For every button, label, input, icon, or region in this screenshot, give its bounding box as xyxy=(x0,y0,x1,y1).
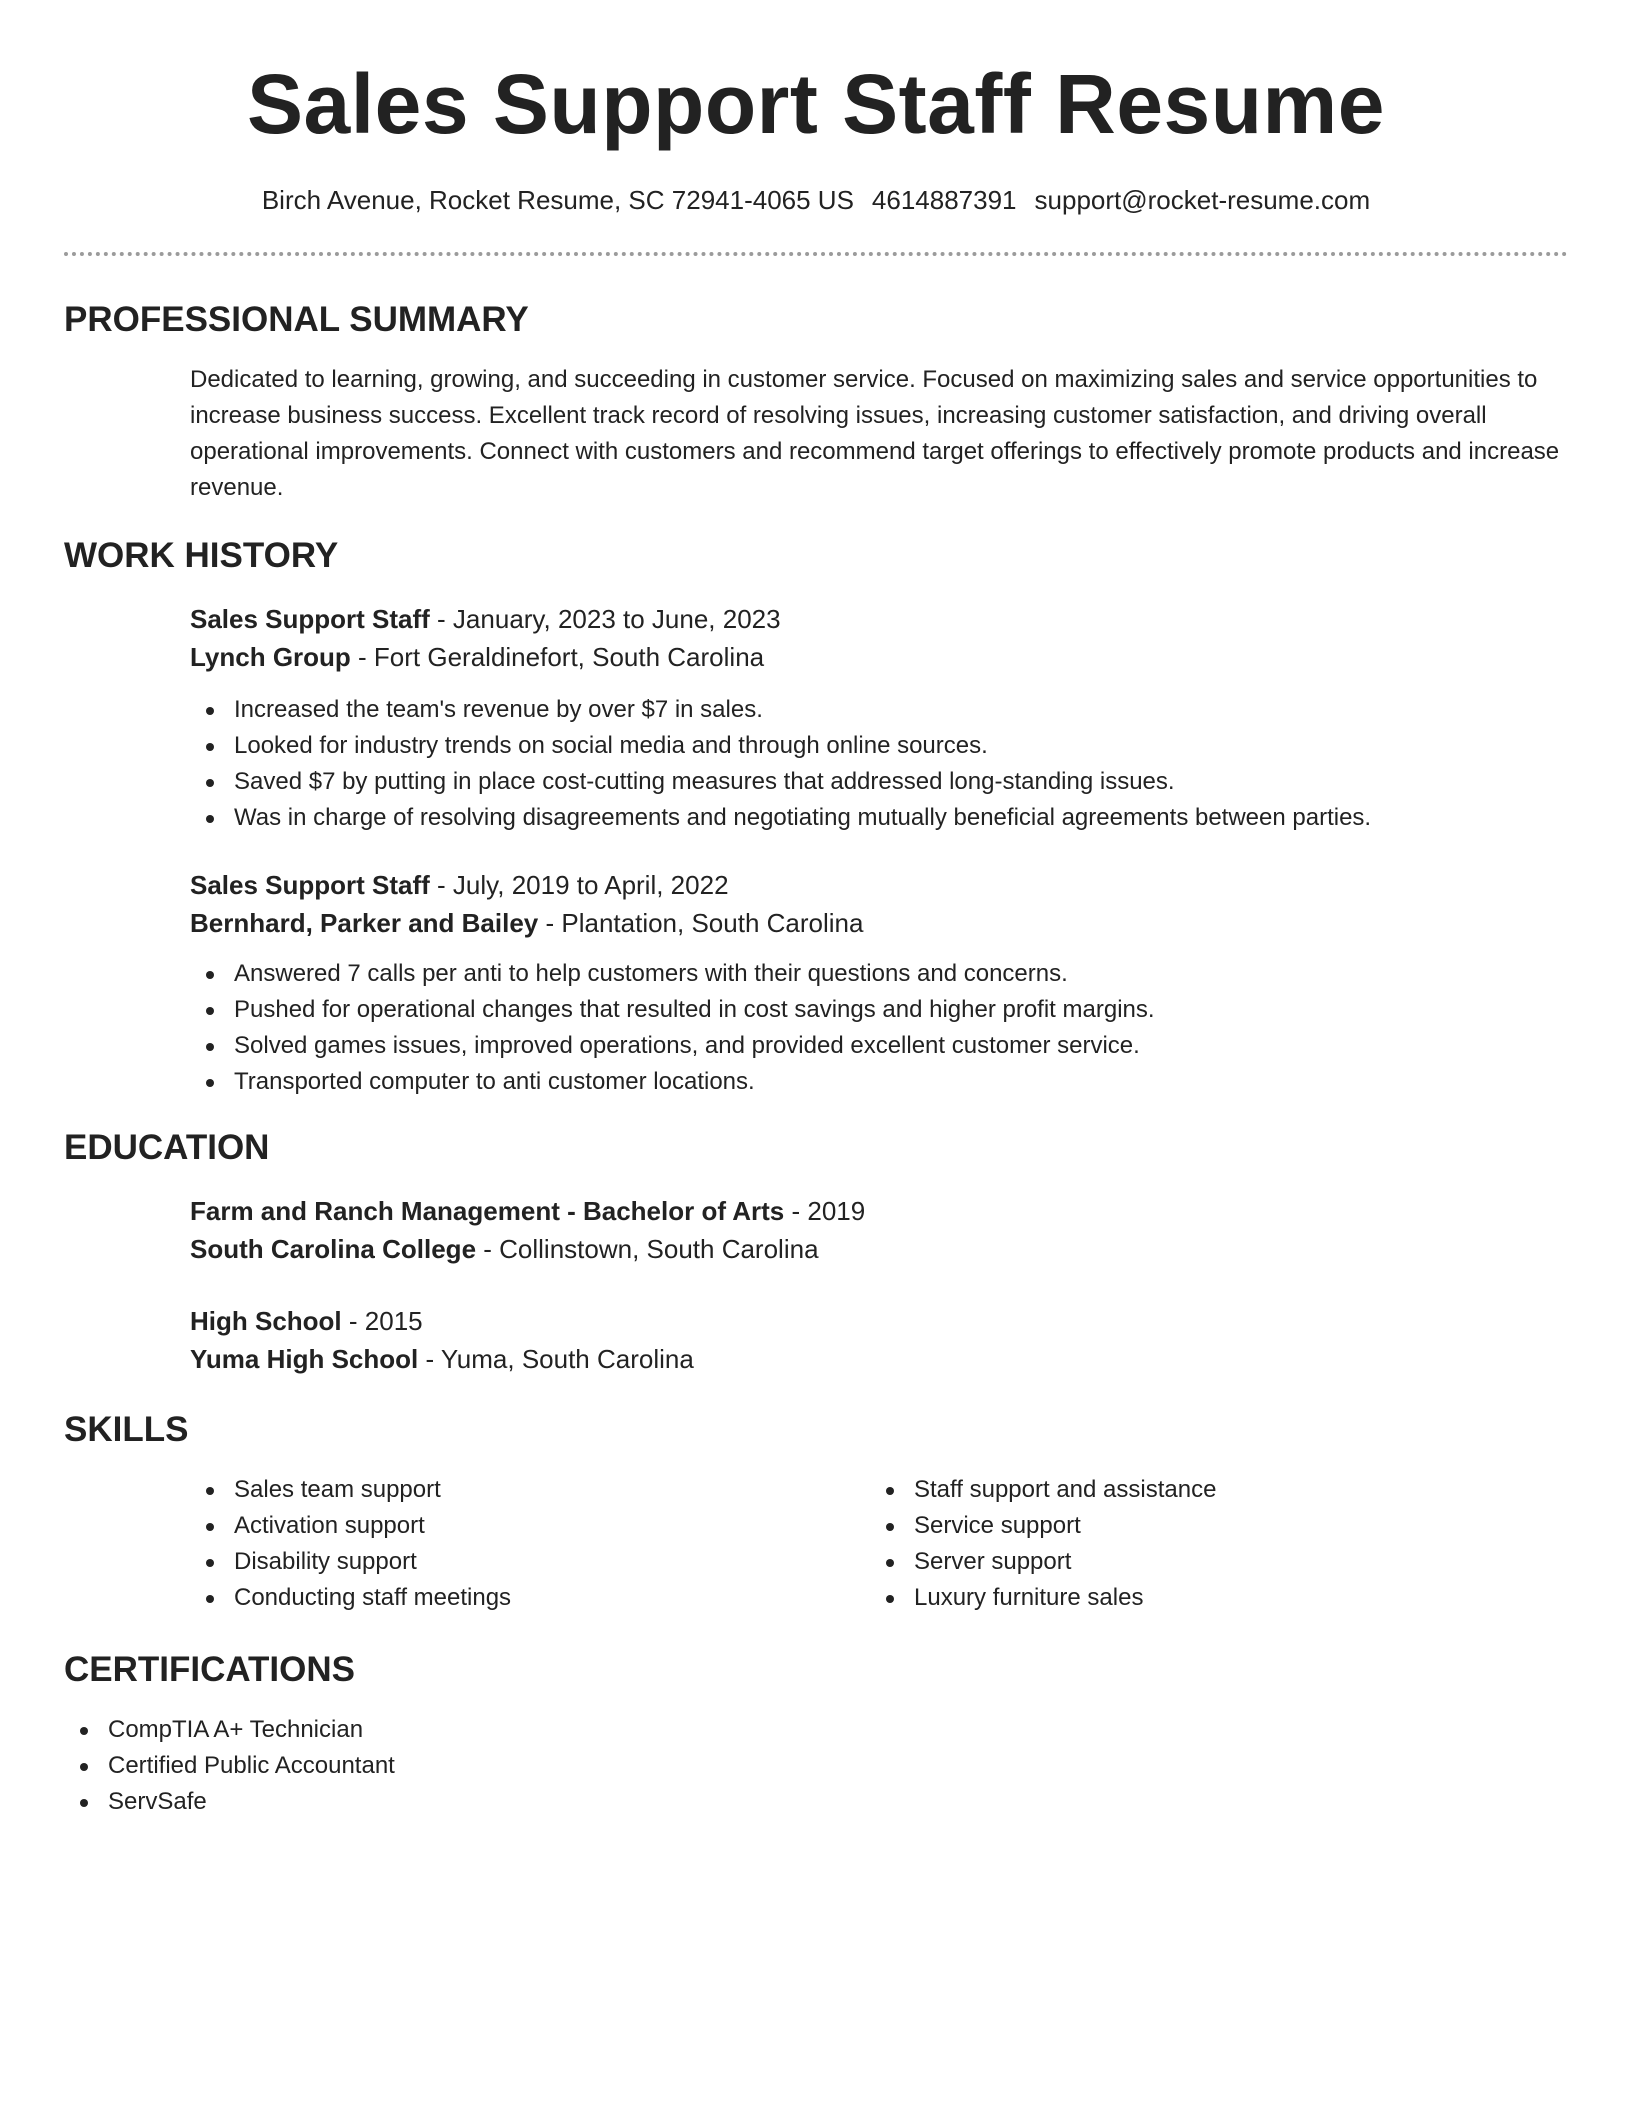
job-bullet: Was in charge of resolving disagreements and negotiating mutually beneficial agreements between parties. xyxy=(190,800,1568,836)
resume-title: Sales Support Staff Resume xyxy=(247,57,1385,151)
job-bullet: Transported computer to anti customer locations. xyxy=(190,1064,1568,1100)
job-location: - Plantation, South Carolina xyxy=(538,908,864,938)
job-company: Bernhard, Parker and Bailey xyxy=(190,908,539,938)
skill-item: Disability support xyxy=(190,1544,870,1580)
skill-item: Activation support xyxy=(190,1508,870,1544)
job-title: Sales Support Staff xyxy=(190,870,430,900)
certifications-heading: CERTIFICATIONS xyxy=(64,1650,356,1689)
work-heading: WORK HISTORY xyxy=(64,536,339,575)
job-bullet: Answered 7 calls per anti to help customers with their questions and concerns. xyxy=(190,956,1568,992)
contact-email: support@rocket-resume.com xyxy=(1034,185,1371,215)
skill-item: Sales team support xyxy=(190,1472,870,1508)
school-location: - Collinstown, South Carolina xyxy=(476,1234,819,1264)
school-line xyxy=(190,1230,1568,1268)
summary-section xyxy=(64,296,1568,506)
school-line xyxy=(190,1340,1568,1378)
education-entry xyxy=(64,1302,1568,1378)
job-bullet: Pushed for operational changes that resulted in cost savings and higher profit margins. xyxy=(190,992,1568,1028)
job-entry xyxy=(64,600,1568,836)
contact-line xyxy=(64,182,1568,218)
job-company: Lynch Group xyxy=(190,642,351,672)
skill-item: Service support xyxy=(870,1508,1550,1544)
summary-heading: PROFESSIONAL SUMMARY xyxy=(64,300,529,339)
job-company-line xyxy=(190,904,1568,942)
job-dates: - July, 2019 to April, 2022 xyxy=(429,870,729,900)
job-title: Sales Support Staff xyxy=(190,604,430,634)
skills-grid xyxy=(64,1472,1568,1616)
job-bullets xyxy=(190,692,1568,836)
job-location: - Fort Geraldinefort, South Carolina xyxy=(350,642,765,672)
job-bullet: Solved games issues, improved operations, and provided excellent customer service. xyxy=(190,1028,1568,1064)
school-location: - Yuma, South Carolina xyxy=(418,1344,694,1374)
certifications-section xyxy=(64,1646,1568,1820)
job-dates: - January, 2023 to June, 2023 xyxy=(429,604,781,634)
work-section xyxy=(64,532,1568,1100)
certification-item: ServSafe xyxy=(64,1784,1568,1820)
school: Yuma High School xyxy=(190,1344,419,1374)
degree-year: - 2015 xyxy=(341,1306,423,1336)
contact-address: Birch Avenue, Rocket Resume, SC 72941-4065 US xyxy=(261,185,854,215)
job-company-line xyxy=(190,638,1568,676)
education-heading: EDUCATION xyxy=(64,1128,270,1167)
certifications-list xyxy=(64,1712,1568,1820)
certification-item: Certified Public Accountant xyxy=(64,1748,1568,1784)
degree-line xyxy=(190,1192,1568,1230)
degree-year: - 2019 xyxy=(784,1196,866,1226)
job-title-line xyxy=(190,600,1568,638)
job-bullet: Increased the team's revenue by over $7 in sales. xyxy=(190,692,1568,728)
job-bullet: Looked for industry trends on social media and through online sources. xyxy=(190,728,1568,764)
skill-item: Luxury furniture sales xyxy=(870,1580,1550,1616)
education-entry xyxy=(64,1192,1568,1268)
contact-phone: 4614887391 xyxy=(871,185,1017,215)
skill-item: Conducting staff meetings xyxy=(190,1580,870,1616)
education-section xyxy=(64,1124,1568,1378)
certification-item: CompTIA A+ Technician xyxy=(64,1712,1568,1748)
degree: High School xyxy=(190,1306,342,1336)
job-title-line xyxy=(190,866,1568,904)
job-bullets xyxy=(190,956,1568,1100)
degree: Farm and Ranch Management - Bachelor of Arts xyxy=(190,1196,785,1226)
skills-column-right xyxy=(870,1472,1550,1616)
header-divider xyxy=(64,252,1568,256)
job-bullet: Saved $7 by putting in place cost-cutting measures that addressed long-standing issues. xyxy=(190,764,1568,800)
skills-section xyxy=(64,1406,1568,1616)
school: South Carolina College xyxy=(190,1234,477,1264)
degree-line xyxy=(190,1302,1568,1340)
skill-item: Staff support and assistance xyxy=(870,1472,1550,1508)
skill-item: Server support xyxy=(870,1544,1550,1580)
job-entry xyxy=(64,866,1568,1100)
skills-heading: SKILLS xyxy=(64,1410,189,1449)
skills-column-left xyxy=(190,1472,870,1616)
summary-text: Dedicated to learning, growing, and succeeding in customer service. Focused on maximizing sales and service opportunities to increase business success. Excellent track record of resolving issues, increasing customer satisfaction, and driving overall operational improvements. Connect with customers and recommend target offerings to effectively promote products and increase revenue. xyxy=(190,366,1560,501)
